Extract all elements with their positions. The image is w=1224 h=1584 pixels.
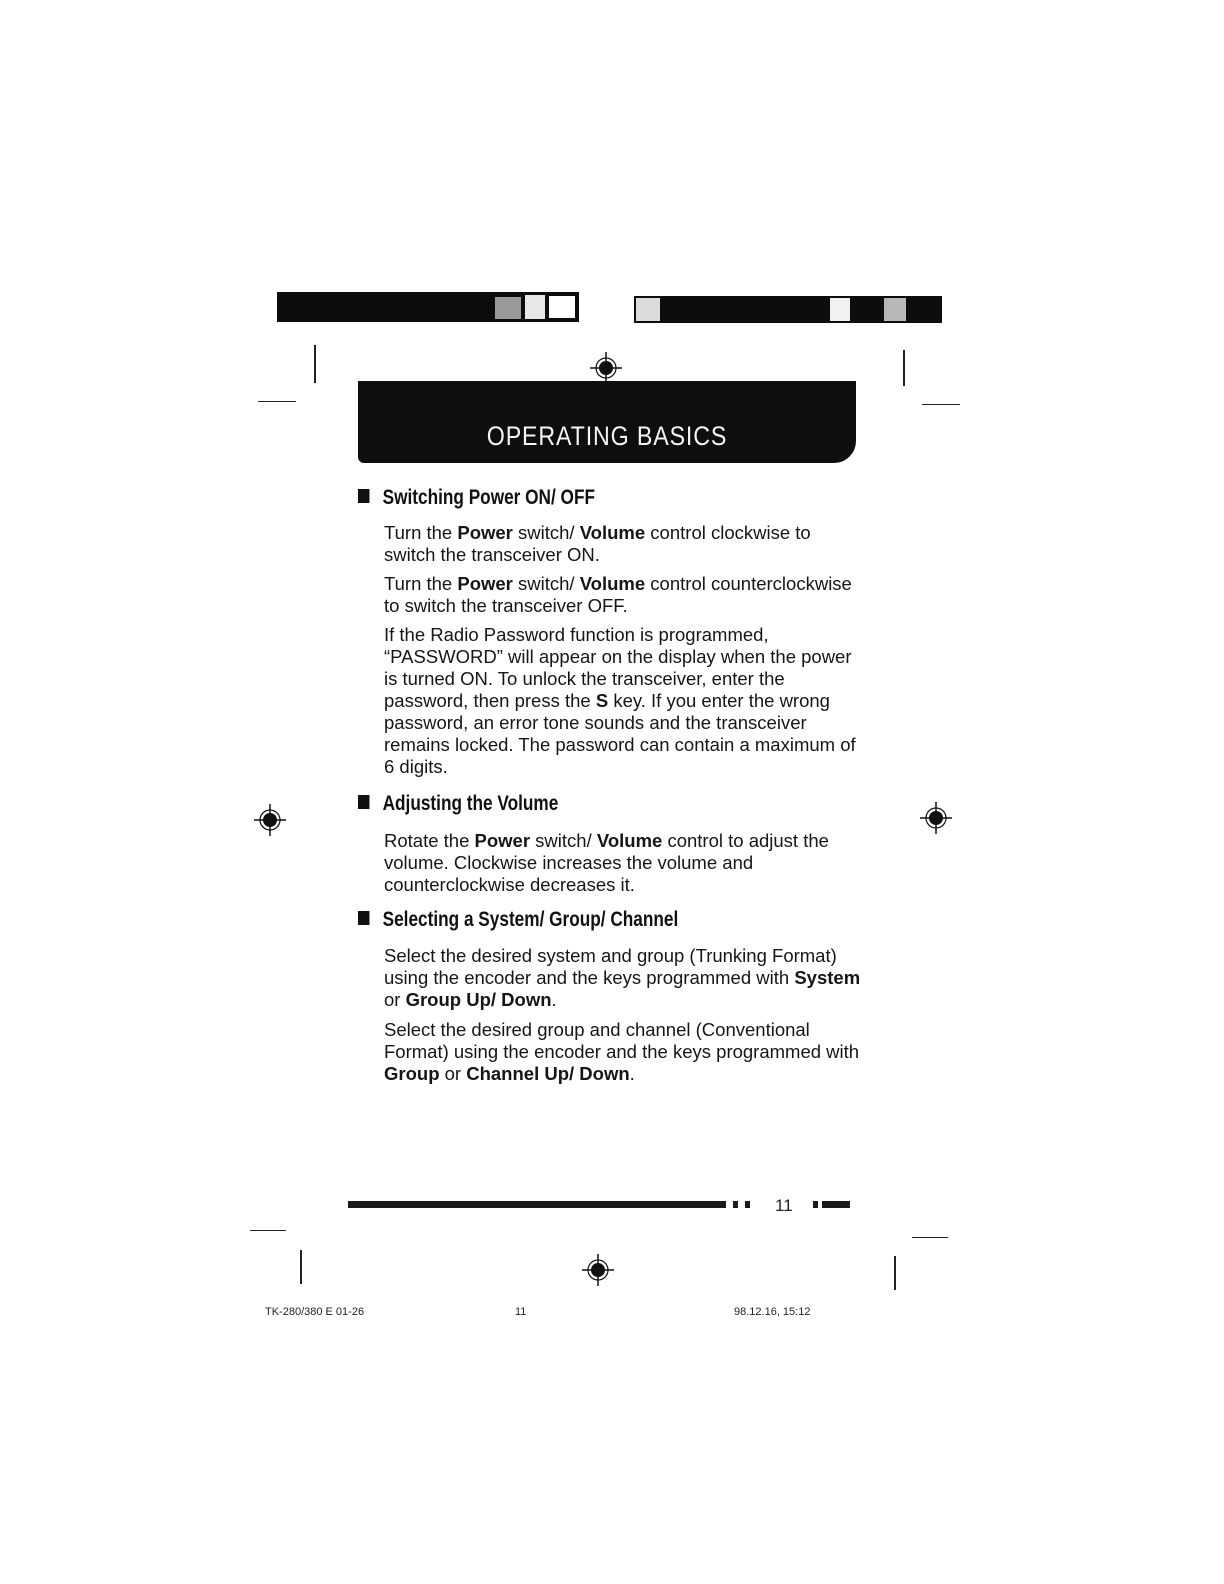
footer-rule-dot (745, 1201, 750, 1208)
heading-selecting-system: Selecting a System/ Group/ Channel (358, 908, 678, 932)
crop-mark (894, 1256, 896, 1290)
crop-mark (903, 350, 905, 386)
heading-switching-power: Switching Power ON/ OFF (358, 486, 595, 510)
paragraph: Turn the Power switch/ Volume control counterclockwise to switch the transceiver OFF. (384, 573, 852, 616)
crop-mark (250, 1230, 286, 1231)
registration-mark-icon (918, 800, 954, 836)
registration-mark-icon (580, 1252, 616, 1288)
bullet-square-icon (358, 489, 369, 503)
top-bar-right (634, 296, 942, 323)
section-title: OPERATING BASICS (486, 421, 728, 451)
paragraph: Turn the Power switch/ Volume control clockwise to switch the transceiver ON. (384, 522, 811, 565)
bullet-square-icon (358, 911, 369, 925)
bullet-square-icon (358, 795, 369, 809)
heading-adjusting-volume: Adjusting the Volume (358, 792, 558, 816)
crop-mark (300, 1250, 302, 1284)
crop-mark (922, 404, 960, 405)
registration-mark-icon (252, 802, 288, 838)
footer-rule-end (822, 1201, 850, 1208)
page-number: 11 (775, 1196, 793, 1215)
footer-rule (348, 1201, 726, 1208)
paragraph: Rotate the Power switch/ Volume control to adjust the volume. Clockwise increases the volume and counterclockwise decreases it. (384, 830, 829, 895)
footer-rule-dot (733, 1201, 738, 1208)
doc-id: TK-280/380 E 01-26 (265, 1306, 365, 1318)
top-bar-left (277, 292, 579, 322)
print-timestamp: 98.12.16, 15:12 (734, 1306, 811, 1318)
paragraph: Select the desired group and channel (Conventional Format) using the encoder and the keys programmed with Group or Channel Up/ Down. (384, 1019, 860, 1084)
footer-rule-dot (813, 1201, 818, 1208)
paragraph: If the Radio Password function is programmed, “PASSWORD” will appear on the display when the power is turned ON. To unlock the transceiver, enter the password, then press the S key. If you enter the wrong password, an error tone sounds and the transceiver remains locked. The password can contain a maximum of 6 digits. (384, 624, 856, 777)
crop-mark (314, 345, 316, 383)
section-banner (358, 381, 856, 463)
crop-mark (912, 1237, 948, 1238)
slug-page: 11 (515, 1306, 527, 1318)
paragraph: Select the desired system and group (Trunking Format) using the encoder and the keys programmed with System or Group Up/ Down. (384, 945, 861, 1010)
crop-mark (258, 401, 296, 402)
